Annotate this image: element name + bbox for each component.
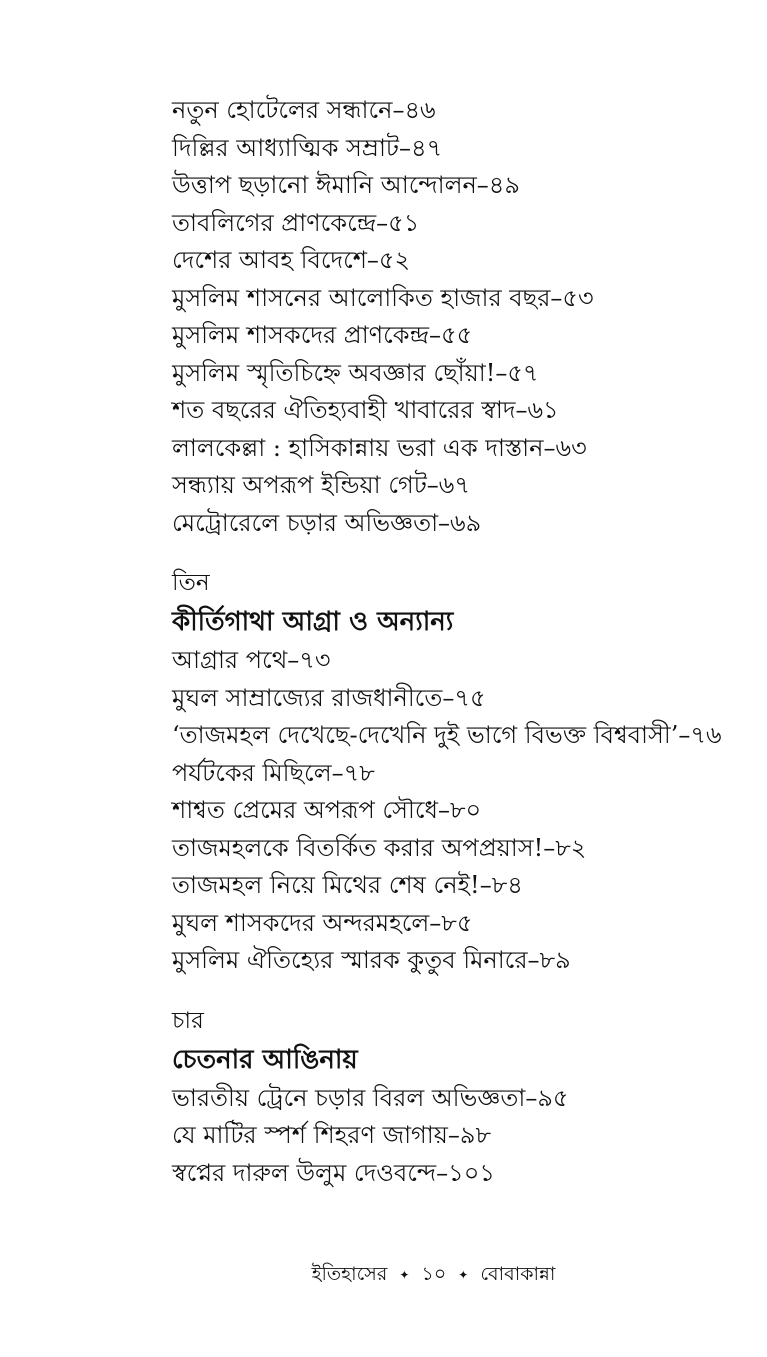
- page-number: ১০: [421, 1263, 447, 1285]
- toc-entry: দিল্লির আধ্যাত্মিক সম্রাট–৪৭: [172, 133, 443, 162]
- footer-book-title: বোবাকান্না: [480, 1263, 556, 1285]
- toc-entry: উত্তাপ ছড়ানো ঈমানি আন্দোলন–৪৯: [172, 171, 520, 199]
- toc-entry: ভারতীয় ট্রেনে চড়ার বিরল অভিজ্ঞতা–৯৫: [172, 1083, 569, 1112]
- toc-entry: মুসলিম শাসনের আলোকিত হাজার বছর–৫৩: [172, 283, 594, 312]
- toc-entry: সন্ধ্যায় অপরূপ ইন্ডিয়া গেট–৬৭: [172, 471, 471, 499]
- section-number: চার: [172, 1007, 204, 1034]
- page-footer: [0, 1259, 767, 1290]
- toc-entry: মুসলিম শাসকদের প্রাণকেন্দ্র–৫৫: [172, 321, 473, 349]
- toc-entry: তাজমহলকে বিতর্কিত করার অপপ্রয়াস!–৮২: [172, 833, 587, 862]
- toc-entry: দেশের আবহ বিদেশে–৫২: [172, 246, 411, 274]
- toc-entry: শাশ্বত প্রেমের অপরূপ সৌধে–৮০: [172, 796, 482, 824]
- section-number: তিন: [172, 570, 210, 596]
- toc-entry: আগ্রার পথে–৭৩: [172, 646, 331, 674]
- toc-entry: মেট্রোরেলে চড়ার অভিজ্ঞতা–৬৯: [172, 508, 482, 537]
- table-of-contents: [172, 92, 732, 1192]
- toc-entry: মুঘল সাম্রাজ্যের রাজধানীতে–৭৫: [172, 683, 486, 712]
- toc-entry: যে মাটির স্পর্শ শিহরণ জাগায়–৯৮: [172, 1121, 492, 1149]
- separator-star-icon: ✦: [399, 1268, 410, 1282]
- toc-entry: নতুন হোটেলের সন্ধানে–৪৬: [172, 96, 436, 124]
- toc-entry: স্বপ্নের দারুল উলুম দেওবন্দে–১০১: [172, 1158, 495, 1187]
- toc-section-continued: [172, 92, 732, 542]
- toc-entry: তাবলিগের প্রাণকেন্দ্রে–৫১: [172, 208, 420, 237]
- toc-entry: মুসলিম স্মৃতিচিহ্নে অবজ্ঞার ছোঁয়া!–৫৭: [172, 358, 539, 387]
- section-title: চেতনার আঙিনায়: [172, 1044, 358, 1075]
- section-title: কীর্তিগাথা আগ্রা ও অন্যান্য: [172, 607, 454, 637]
- toc-section-four: [172, 1003, 732, 1193]
- toc-entry: পর্যটকের মিছিলে–৭৮: [172, 758, 375, 787]
- toc-entry: তাজমহল নিয়ে মিথের শেষ নেই!–৮৪: [172, 871, 523, 899]
- toc-entry: শত বছরের ঐতিহ্যবাহী খাবারের স্বাদ–৬১: [172, 396, 559, 424]
- toc-entry: লালকেল্লা : হাসিকান্নায় ভরা এক দাস্তান–৬৩: [172, 433, 587, 462]
- toc-entry: মুঘল শাসকদের অন্দরমহলে–৮৫: [172, 908, 473, 937]
- toc-entry: ‘তাজমহল দেখেছে-দেখেনি দুই ভাগে বিভক্ত বিশ্ববাসী’–৭৬: [172, 721, 722, 749]
- separator-star-icon: ✦: [458, 1268, 469, 1282]
- toc-section-three: [172, 565, 732, 980]
- toc-entry: মুসলিম ঐতিহ্যের স্মারক কুতুব মিনারে–৮৯: [172, 946, 571, 974]
- footer-series-left: ইতিহাসের: [311, 1263, 388, 1285]
